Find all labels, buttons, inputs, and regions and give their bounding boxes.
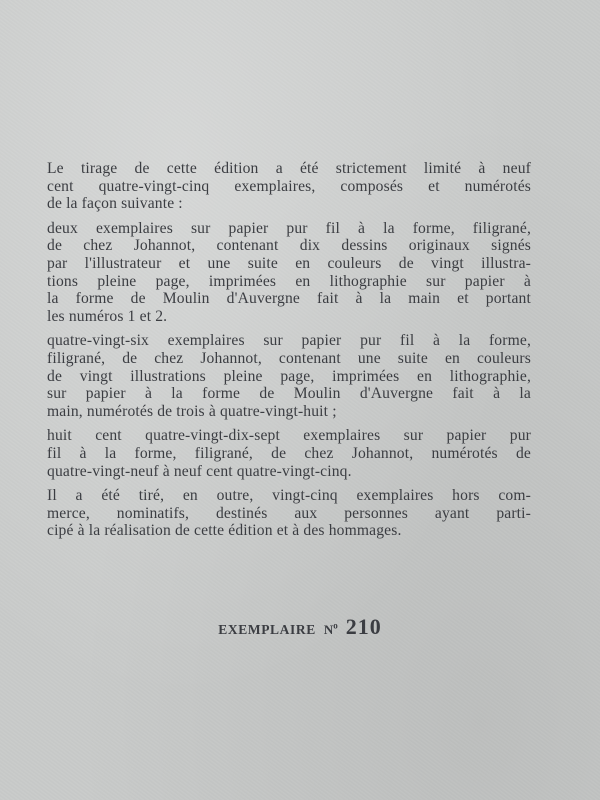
colophon-text xyxy=(47,160,531,547)
text-line: filigrané, de chez Johannot, contenant une suite en couleurs xyxy=(47,349,531,367)
text-line: de vingt illustrations pleine page, imprimées en lithographie, xyxy=(47,367,531,385)
colophon-paragraph-two-copies xyxy=(47,220,531,326)
text-line: quatre-vingt-six exemplaires sur papier pur fil à la forme, xyxy=(47,332,531,350)
text-line: fil à la forme, filigrané, de chez Johannot, numérotés de xyxy=(47,444,531,462)
number-sign-superscript: o xyxy=(333,620,338,631)
text-line: sur papier à la forme de Moulin d'Auvergne fait à la xyxy=(47,385,531,403)
text-line: Il a été tiré, en outre, vingt-cinq exemplaires hors com- xyxy=(47,487,531,505)
text-line: Le tirage de cette édition a été strictement limité à neuf xyxy=(47,160,531,177)
text-line: deux exemplaires sur papier pur fil à la forme, filigrané, xyxy=(47,219,531,237)
text-line: par l'illustrateur et une suite en couleurs de vingt illustra- xyxy=(47,254,531,272)
number-sign-letter: N xyxy=(323,622,334,637)
colophon-paragraph-eighty-six-copies xyxy=(47,332,531,420)
number-sign xyxy=(324,622,338,637)
text-line: de chez Johannot, contenant dix dessins originaux signés xyxy=(47,237,531,255)
text-line: les numéros 1 et 2. xyxy=(47,307,168,325)
text-line: cent quatre-vingt-cinq exemplaires, composés et numérotés xyxy=(47,177,531,195)
copy-number xyxy=(0,614,600,640)
colophon-paragraph-hors-commerce xyxy=(47,487,531,540)
text-line: la forme de Moulin d'Auvergne fait à la main et portant xyxy=(47,290,531,308)
colophon-paragraph-intro xyxy=(47,160,531,213)
text-line: merce, nominatifs, destinés aux personnes ayant parti- xyxy=(47,504,531,522)
copy-value: 210 xyxy=(345,614,382,639)
text-line: tions pleine page, imprimées en lithographie sur papier à xyxy=(47,272,531,290)
text-line: huit cent quatre-vingt-dix-sept exemplaires sur papier pur xyxy=(47,427,531,445)
text-line: cipé à la réalisation de cette édition et à des hommages. xyxy=(47,522,402,540)
text-line: main, numérotés de trois à quatre-vingt-huit ; xyxy=(47,402,337,420)
copy-label: EXEMPLAIRE xyxy=(218,622,316,637)
text-line: quatre-vingt-neuf à neuf cent quatre-vingt-cinq. xyxy=(47,462,352,480)
text-line: de la façon suivante : xyxy=(47,195,183,213)
colophon-paragraph-main-run xyxy=(47,427,531,480)
